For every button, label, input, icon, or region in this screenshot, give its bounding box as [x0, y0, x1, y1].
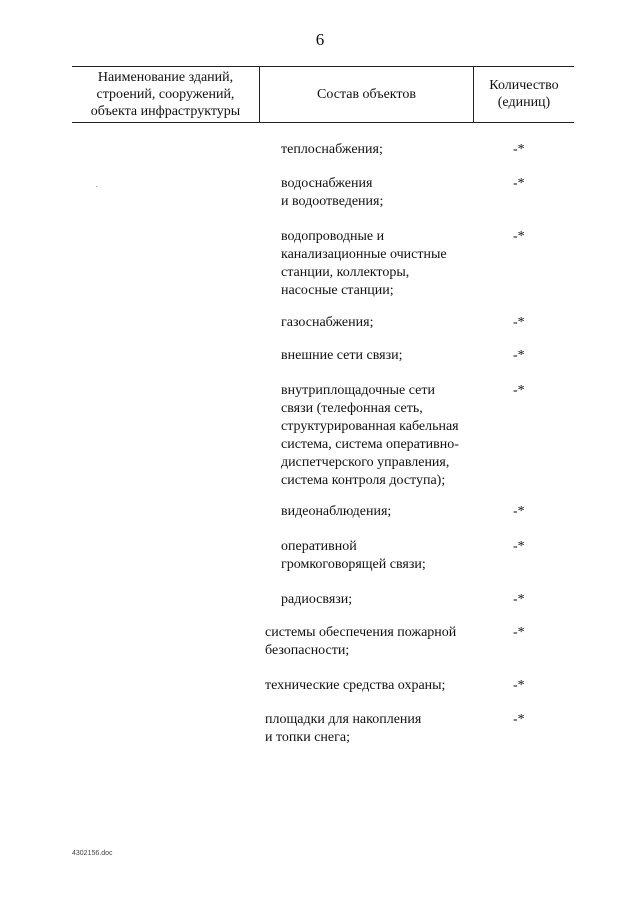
scan-speck [96, 186, 97, 187]
list-item-quantity: -* [513, 625, 525, 640]
list-item-text: внутриплощадочные сети связи (телефонная сеть, структурированная кабельная система, система оперативно- диспетчерского управления, система контроля доступа); [281, 383, 459, 488]
list-item-quantity: -* [513, 348, 525, 363]
list-item-quantity: -* [513, 383, 525, 398]
list-item-text: водоснабжения и водоотведения; [281, 176, 384, 209]
table-top-rule [72, 66, 574, 67]
list-item-quantity: -* [513, 539, 525, 554]
list-item-text: внешние сети связи; [281, 348, 403, 363]
header-building-name: Наименование зданий, строений, сооружений, объекта инфраструктуры [90, 69, 241, 119]
list-item-text: оперативной громкоговорящей связи; [281, 539, 426, 572]
list-item-quantity: -* [513, 142, 525, 157]
list-item-quantity: -* [513, 592, 525, 607]
table-header-bottom-rule [72, 122, 574, 123]
list-item-text: теплоснабжения; [281, 142, 383, 157]
list-item-quantity: -* [513, 229, 525, 244]
header-composition: Состав объектов [317, 86, 416, 102]
list-item-text: радиосвязи; [281, 592, 353, 607]
list-item-quantity: -* [513, 504, 525, 519]
list-item-text: видеонаблюдения; [281, 504, 392, 519]
list-item-quantity: -* [513, 678, 525, 693]
header-quantity: Количество (единиц) [489, 78, 559, 110]
document-code: 4302156.doc [72, 850, 113, 857]
list-item-quantity: -* [513, 176, 525, 191]
list-item-text: технические средства охраны; [265, 678, 446, 693]
list-item-text: системы обеспечения пожарной безопасности; [265, 625, 457, 658]
list-item-text: газоснабжения; [281, 315, 374, 330]
page-number: 6 [315, 30, 325, 49]
list-item-quantity: -* [513, 712, 525, 727]
list-item-text: площадки для накопления и топки снега; [265, 712, 422, 745]
list-item-text: водопроводные и канализационные очистные станции, коллекторы, насосные станции; [281, 229, 447, 298]
list-item-quantity: -* [513, 315, 525, 330]
